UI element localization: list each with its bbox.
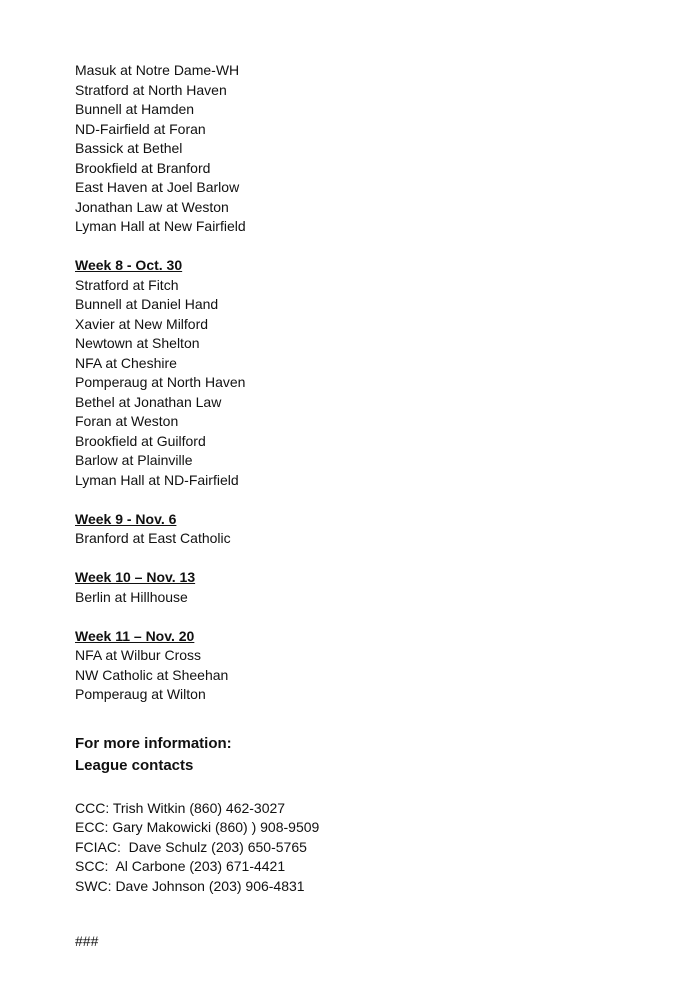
game-line: East Haven at Joel Barlow xyxy=(75,179,240,195)
game-line: ND-Fairfield at Foran xyxy=(75,120,206,137)
game-line: Lyman Hall at ND-Fairfield xyxy=(75,471,239,488)
game-line: Pomperaug at Wilton xyxy=(75,686,206,702)
game-line: Bethel at Jonathan Law xyxy=(75,393,222,410)
contact-line: FCIAC: Dave Schulz (203) 650-5765 xyxy=(75,838,307,855)
game-line: Jonathan Law at Weston xyxy=(75,198,229,215)
game-line: Pomperaug at North Haven xyxy=(75,374,246,390)
contacts-list xyxy=(75,799,635,897)
game-line: Branford at East Catholic xyxy=(75,530,231,546)
game-line: NW Catholic at Sheehan xyxy=(75,666,229,683)
game-line: Lyman Hall at New Fairfield xyxy=(75,218,246,234)
spacer xyxy=(75,490,635,510)
game-line: Foran at Weston xyxy=(75,413,179,429)
game-line: Stratford at North Haven xyxy=(75,81,227,98)
intro-games-list xyxy=(75,61,635,237)
spacer xyxy=(75,607,635,627)
spacer xyxy=(75,549,635,569)
spacer xyxy=(75,896,635,932)
game-line: Bassick at Bethel xyxy=(75,140,183,156)
contact-line: CCC: Trish Witkin (860) 462-3027 xyxy=(75,799,286,816)
week-10-section xyxy=(75,568,635,607)
week-10-heading: Week 10 – Nov. 13 xyxy=(75,569,196,585)
game-line: Brookfield at Branford xyxy=(75,159,211,176)
game-line: NFA at Wilbur Cross xyxy=(75,647,202,663)
week-11-section xyxy=(75,627,635,705)
game-line: Masuk at Notre Dame-WH xyxy=(75,62,240,78)
game-line: Barlow at Plainville xyxy=(75,452,193,468)
info-section xyxy=(75,733,635,777)
game-line: Bunnell at Daniel Hand xyxy=(75,296,219,312)
spacer xyxy=(75,705,635,733)
week-11-heading: Week 11 – Nov. 20 xyxy=(75,627,195,644)
week-9-section xyxy=(75,510,635,549)
spacer xyxy=(75,237,635,257)
contact-line: SCC: Al Carbone (203) 671-4421 xyxy=(75,858,286,874)
schedule-document xyxy=(75,61,635,952)
game-line: Newtown at Shelton xyxy=(75,335,200,351)
contact-line: SWC: Dave Johnson (203) 906-4831 xyxy=(75,877,305,894)
game-line: NFA at Cheshire xyxy=(75,354,177,371)
contact-line: ECC: Gary Makowicki (860) ) 908-9509 xyxy=(75,819,320,835)
game-line: Stratford at Fitch xyxy=(75,276,179,293)
week-8-heading: Week 8 - Oct. 30 xyxy=(75,257,183,273)
spacer xyxy=(75,777,635,799)
game-line: Xavier at New Milford xyxy=(75,315,209,332)
week-8-section xyxy=(75,256,635,490)
game-line: Berlin at Hillhouse xyxy=(75,588,188,605)
contacts-heading: League contacts xyxy=(75,756,194,774)
week-9-heading: Week 9 - Nov. 6 xyxy=(75,510,177,527)
game-line: Bunnell at Hamden xyxy=(75,101,195,117)
end-mark: ### xyxy=(75,933,99,949)
game-line: Brookfield at Guilford xyxy=(75,432,206,449)
info-heading: For more information: xyxy=(75,734,232,752)
